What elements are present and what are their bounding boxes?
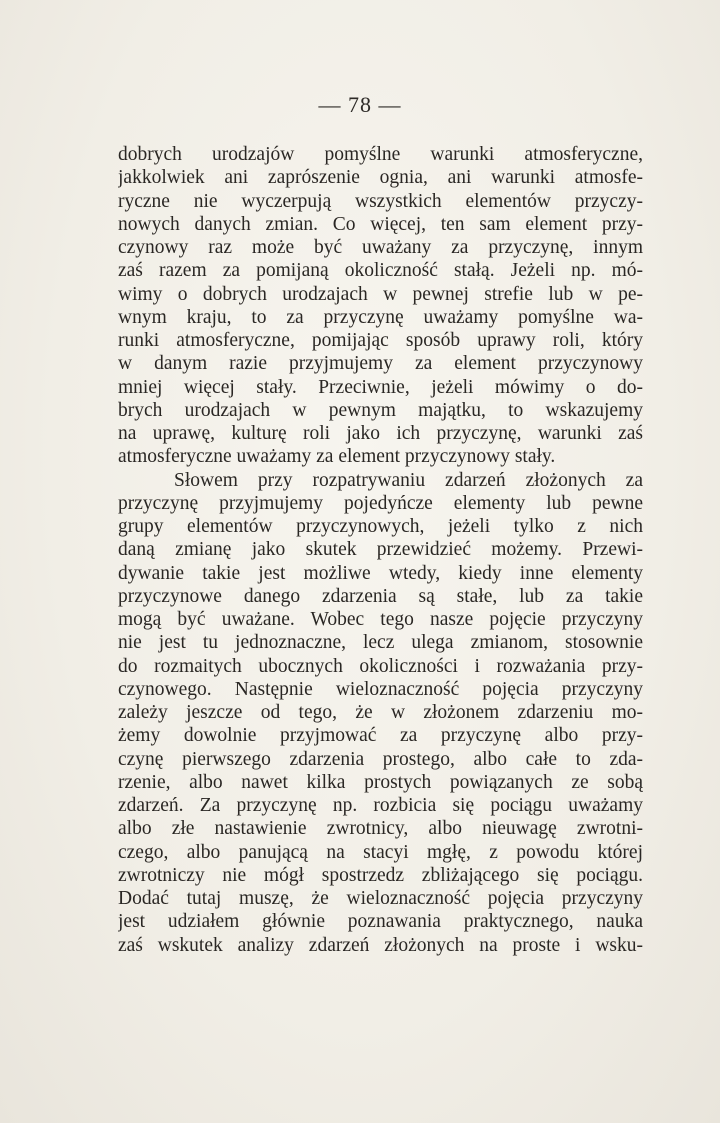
text-line: dobrych urodzajów pomyślne warunki atmosferyczne,	[118, 144, 643, 165]
text-line: zależy jeszcze od tego, że w złożonem zdarzeniu mo-	[118, 702, 643, 723]
text-line: wnym kraju, to za przyczynę uważamy pomyślne wa-	[118, 306, 643, 328]
text-line: rzenie, albo nawet kilka prostych powiązanych ze sobą	[118, 771, 643, 793]
text-line: wimy o dobrych urodzajach w pewnej strefie lub w pe-	[118, 283, 643, 305]
text-line: zaś wskutek analizy zdarzeń złożonych na proste i wsku-	[118, 934, 643, 956]
text-line: mniej więcej stały. Przeciwnie, jeżeli mówimy o do-	[118, 376, 643, 398]
text-line: zwrotniczy nie mógł spostrzedz zbliżającego się pociągu.	[118, 864, 643, 886]
page-number: — 78 —	[318, 92, 402, 117]
text-line: atmosferyczne uważamy za element przyczynowy stały.	[118, 446, 556, 468]
text-line: do rozmaitych ubocznych okoliczności i rozważania przy-	[118, 655, 643, 677]
text-line: grupy elementów przyczynowych, jeżeli tylko z nich	[118, 516, 643, 537]
text-line: mogą być uważane. Wobec tego nasze pojęcie przyczyny	[118, 609, 643, 630]
text-line: nie jest tu jednoznaczne, lecz ulega zmianom, stosownie	[118, 632, 643, 654]
text-line: jest udziałem głównie poznawania praktycznego, nauka	[118, 911, 643, 933]
text-line: nowych danych zmian. Co więcej, ten sam element przy-	[118, 213, 643, 235]
body-text	[118, 143, 643, 957]
text-line: Dodać tutaj muszę, że wieloznaczność pojęcia przyczyny	[118, 888, 643, 909]
text-line: zdarzeń. Za przyczynę np. rozbicia się pociągu uważamy	[118, 795, 643, 816]
text-line-paragraph-start: Słowem przy rozpatrywaniu zdarzeń złożonych za	[174, 469, 643, 491]
text-line: przyczynowe danego zdarzenia są stałe, lub za takie	[118, 585, 643, 607]
text-line: w danym razie przyjmujemy za element przyczynowy	[118, 353, 643, 375]
text-line: daną zmianę jako skutek przewidzieć możemy. Przewi-	[118, 539, 643, 561]
text-line: runki atmosferyczne, pomijając sposób uprawy roli, który	[118, 330, 643, 351]
text-line: żemy dowolnie przyjmować za przyczynę albo przy-	[118, 725, 643, 747]
text-line: czynowego. Następnie wieloznaczność pojęcia przyczyny	[118, 678, 643, 700]
text-line: ryczne nie wyczerpują wszystkich elementów przyczy-	[118, 190, 643, 212]
text-line: czynę pierwszego zdarzenia prostego, albo całe to zda-	[118, 748, 643, 770]
text-line: przyczynę przyjmujemy pojedyńcze elementy lub pewne	[118, 492, 643, 514]
text-line: jakkolwiek ani zaprószenie ognia, ani warunki atmosfe-	[118, 167, 643, 189]
text-line: czynowy raz może być uważany za przyczynę, innym	[118, 237, 643, 258]
text-line: zaś razem za pomijaną okoliczność stałą. Jeżeli np. mó-	[118, 260, 643, 282]
text-line: czego, albo panującą na stacyi mgłę, z powodu której	[118, 841, 643, 863]
text-line: dywanie takie jest możliwe wtedy, kiedy inne elementy	[118, 562, 643, 584]
text-line: albo złe nastawienie zwrotnicy, albo nieuwagę zwrotni-	[118, 818, 643, 840]
text-line: brych urodzajach w pewnym majątku, to wskazujemy	[118, 399, 643, 421]
text-line: na uprawę, kulturę roli jako ich przyczynę, warunki zaś	[118, 423, 643, 444]
